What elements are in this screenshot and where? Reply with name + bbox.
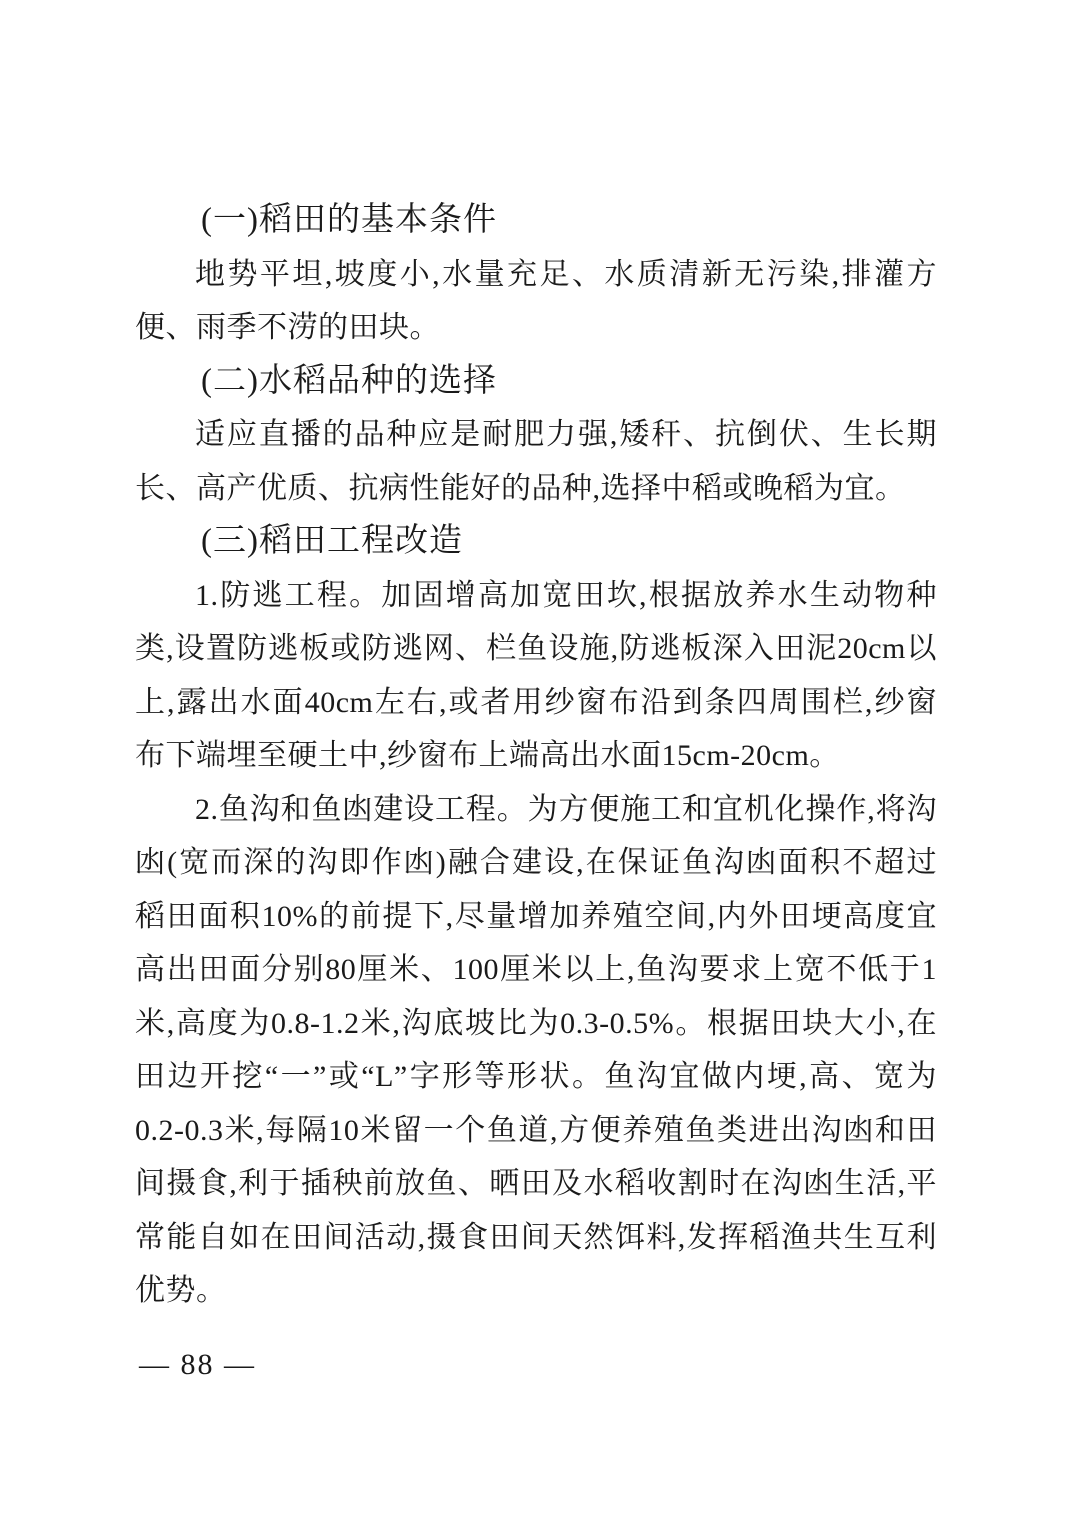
section-3-item-2-line: 优势。 (135, 1274, 227, 1307)
section-3-item-2-line: 稻田面积10%的前提下,尽量增加养殖空间,内外田埂高度宜 (135, 899, 937, 933)
section-1-paragraph-line: 地势平坦,坡度小,水量充足、水质清新无污染,排灌方 (195, 257, 937, 291)
section-3-item-2-line: 凼(宽而深的沟即作凼)融合建设,在保证鱼沟凼面积不超过 (135, 846, 937, 879)
section-3-item-2-line: 2.鱼沟和鱼凼建设工程。为方便施工和宜机化操作,将沟 (195, 792, 937, 826)
section-2-heading: (二)水稻品种的选择 (201, 362, 497, 399)
section-3-item-1-line: 上,露出水面40cm左右,或者用纱窗布沿到条四周围栏,纱窗 (135, 685, 937, 719)
section-3-item-2-line: 间摄食,利于插秧前放鱼、晒田及水稻收割时在沟凼生活,平 (135, 1167, 937, 1200)
section-3-item-2-line: 0.2-0.3米,每隔10米留一个鱼道,方便养殖鱼类进出沟凼和田 (135, 1113, 937, 1147)
section-1-paragraph-line: 便、雨季不涝的田块。 (135, 311, 440, 344)
document-body (135, 194, 937, 1318)
section-3-heading: (三)稻田工程改造 (201, 523, 463, 559)
section-2-paragraph-line: 适应直播的品种应是耐肥力强,矮秆、抗倒伏、生长期 (195, 418, 937, 451)
section-3-item-2-line: 高出田面分别80厘米、100厘米以上,鱼沟要求上宽不低于1 (135, 953, 937, 986)
section-3-item-1-line: 1.防逃工程。加固增高加宽田坎,根据放养水生动物种 (195, 578, 937, 612)
section-1-heading: (一)稻田的基本条件 (201, 202, 497, 238)
page-number: — 88 — (139, 1348, 256, 1381)
section-3-item-2-line: 常能自如在田间活动,摄食田间天然饵料,发挥稻渔共生互利 (135, 1220, 937, 1254)
section-3-item-1-line: 布下端埋至硬土中,纱窗布上端高出水面15cm-20cm。 (135, 739, 840, 772)
section-3-item-2-line: 米,高度为0.8-1.2米,沟底坡比为0.3-0.5%。根据田块大小,在 (135, 1006, 937, 1040)
section-3-item-1-line: 类,设置防逃板或防逃网、栏鱼设施,防逃板深入田泥20cm以 (135, 632, 937, 665)
section-2-paragraph-line: 长、高产优质、抗病性能好的品种,选择中稻或晚稻为宜。 (135, 471, 906, 505)
section-3-item-2-line: 田边开挖“一”或“L”字形等形状。鱼沟宜做内埂,高、宽为 (135, 1060, 937, 1093)
